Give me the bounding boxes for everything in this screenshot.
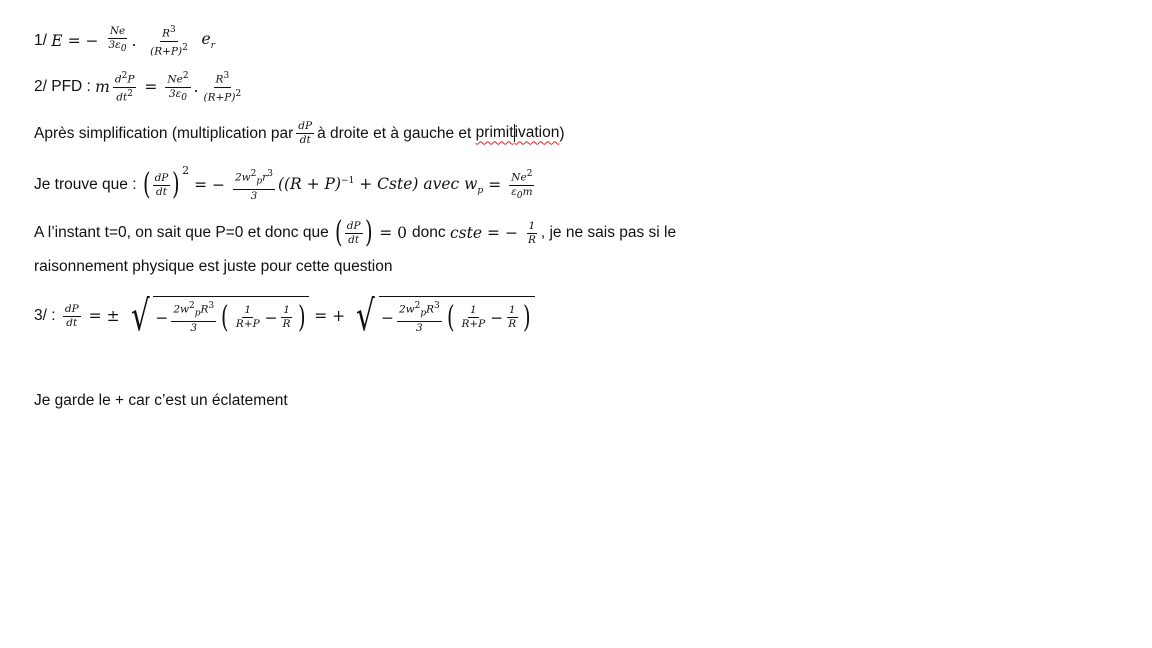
num-superscript: 2: [250, 169, 257, 179]
instant-text: A l’instant t=0, on sait que P=0 et donc que: [34, 224, 329, 241]
den-text: 3ε: [168, 87, 182, 100]
denominator: [148, 42, 190, 59]
denominator: [114, 88, 135, 105]
fraction-r3-over-rp2: [202, 70, 244, 104]
num-superscript: 2: [121, 71, 128, 82]
den-text: (R+P): [203, 91, 236, 104]
dot-operator: .: [193, 78, 199, 97]
num-subscript: p: [256, 176, 263, 187]
num-superscript: 3: [223, 71, 230, 82]
denominator: R+P: [235, 318, 260, 330]
numerator: [397, 300, 442, 322]
symbol-m: m: [95, 78, 110, 97]
closing-paren: ): [559, 124, 565, 142]
den-superscript: 2: [235, 88, 242, 99]
num-superscript: 2: [189, 301, 195, 312]
num-p: P: [127, 73, 135, 86]
text-line-eclatement[interactable]: [34, 392, 288, 410]
fraction-1-over-r: [526, 220, 538, 247]
equals-minus: = −: [487, 224, 518, 242]
num-text: Ne: [511, 171, 527, 184]
numerator: [113, 70, 137, 88]
fraction-ne2-over-3e0: [165, 70, 190, 105]
num-text: Ne: [167, 73, 183, 86]
num-superscript: 3: [170, 25, 176, 35]
expr-a: ((R + P): [277, 174, 342, 193]
right-paren: ): [364, 215, 373, 250]
avec-wp: avec w: [423, 174, 478, 193]
left-paren: (: [335, 215, 343, 250]
line1-label: 1/: [34, 32, 47, 49]
denominator: [106, 39, 128, 56]
numerator: [160, 24, 178, 42]
radicand: [379, 296, 535, 336]
denominator: R: [508, 318, 517, 330]
right-paren: ): [523, 299, 531, 335]
den-superscript: 2: [127, 88, 133, 99]
equals-plus-minus: = ±: [88, 307, 120, 325]
expr-superscript: −1: [341, 175, 355, 186]
num-text: R: [162, 27, 171, 40]
num-r: R: [200, 303, 209, 316]
denominator: dt: [66, 316, 78, 329]
fraction-1-over-r-plus-p: [459, 304, 487, 331]
denominator: R: [527, 233, 536, 246]
simplification-text-2: à droite et à gauche et: [317, 124, 472, 142]
num-superscript-2: 3: [267, 169, 273, 179]
fraction-ne2-over-e0m: [509, 168, 534, 203]
numerator: dP: [154, 171, 169, 184]
unit-vector-e: e: [201, 30, 211, 49]
denominator: [202, 88, 244, 105]
dot-operator: .: [131, 32, 137, 50]
line3-label: 3/ :: [34, 307, 56, 324]
avec-subscript: p: [477, 185, 484, 196]
expression: [278, 175, 483, 196]
numerator: dP: [64, 302, 79, 315]
left-paren: (: [446, 299, 455, 335]
expr-b: + Cste): [359, 174, 419, 193]
den-text: (R+P): [150, 45, 183, 57]
numerator: 1: [244, 304, 252, 316]
unit-vector-subscript: r: [210, 41, 215, 52]
denominator: dt: [299, 134, 311, 146]
left-paren: (: [142, 167, 151, 203]
je-ne-sais-text: , je ne sais pas si le: [540, 224, 677, 241]
num-2w: 2w: [235, 171, 251, 184]
fraction-2wp2r3-over-3: [233, 168, 275, 203]
numerator: [214, 70, 232, 88]
den-m: m: [522, 185, 533, 198]
num-r: R: [426, 303, 435, 316]
fraction-dp-over-dt: [296, 120, 314, 147]
fraction-1-over-r-plus-p: [234, 304, 262, 331]
equation-line-3[interactable]: [34, 291, 535, 340]
line2-label: 2/ PFD :: [34, 78, 91, 96]
fraction-2wp2r3-over-3: [171, 300, 216, 335]
left-paren: (: [221, 299, 229, 335]
fraction-dp-over-dt: [153, 172, 171, 199]
num-superscript-2: 3: [208, 301, 215, 312]
num-subscript: p: [420, 308, 427, 319]
num-text: R: [215, 73, 224, 86]
simplification-text: Après simplification (multiplication par: [34, 124, 294, 142]
radical-sign: √: [356, 291, 375, 340]
num-superscript: 2: [182, 71, 189, 81]
equation-line-2[interactable]: [34, 70, 246, 105]
unit-vector: [201, 30, 215, 51]
denominator: 3: [416, 321, 423, 334]
word-part-b: ivation: [514, 124, 560, 142]
den-superscript: 2: [182, 42, 188, 53]
square-exponent: 2: [182, 164, 190, 177]
fraction-1-over-r: [506, 304, 518, 331]
square-root-1: [127, 291, 310, 340]
radical-sign: √: [130, 291, 150, 340]
den-subscript: 0: [181, 92, 188, 103]
den-epsilon: ε: [511, 185, 517, 198]
numerator: [165, 70, 190, 88]
numerator: [509, 168, 534, 186]
square-root-2: [352, 291, 535, 340]
minus-sign: −: [155, 308, 169, 327]
equals-minus: = −: [67, 32, 99, 50]
radicand: [153, 296, 309, 336]
trouve-text: Je trouve que :: [34, 176, 137, 194]
num-superscript-2: 3: [434, 301, 440, 312]
denominator: [509, 186, 534, 203]
right-paren: ): [297, 299, 306, 335]
text-line-simplification[interactable]: [34, 120, 565, 147]
minus-sign: −: [264, 308, 278, 327]
denominator: dt: [156, 185, 167, 198]
num-2w: 2w: [398, 303, 415, 316]
den-subscript: 0: [120, 44, 127, 55]
text-line-instant[interactable]: [34, 215, 677, 250]
numerator: Ne: [109, 25, 126, 38]
right-paren: ): [172, 167, 181, 203]
num-r: r: [262, 171, 268, 184]
denominator: dt: [348, 233, 360, 246]
symbol-E: E: [51, 32, 63, 50]
numerator: [171, 300, 216, 322]
minus-sign: −: [490, 308, 504, 327]
den-text: 3ε: [108, 39, 121, 52]
minus-sign: −: [380, 308, 394, 327]
equals-minus: = −: [194, 176, 225, 195]
numerator: 1: [528, 219, 536, 232]
numerator: [233, 168, 275, 190]
num-subscript: p: [194, 308, 201, 319]
eclatement-text: Je garde le + car c’est un éclatement: [34, 392, 288, 409]
numerator: dP: [298, 120, 313, 132]
misspelled-word[interactable]: [476, 124, 560, 142]
num-superscript: 2: [414, 301, 421, 312]
fraction-2wp2r3-over-3: [397, 300, 442, 335]
fraction-r3-over-rp2: [148, 24, 190, 58]
den-subscript: 0: [516, 190, 523, 201]
denominator: [167, 88, 189, 105]
numerator: 1: [283, 304, 290, 316]
text-line-raisonnement[interactable]: [34, 258, 392, 276]
fraction-d2p-over-dt2: [113, 70, 137, 104]
equals-zero: = 0: [379, 224, 408, 242]
word-part-a: primit: [475, 124, 514, 142]
numerator: 1: [470, 304, 477, 316]
den-text: dt: [116, 91, 128, 104]
fraction-ne-over-3e0: [106, 25, 128, 56]
fraction-1-over-r: [281, 304, 293, 331]
denominator: 3: [250, 189, 258, 202]
symbol-cste: cste: [449, 224, 483, 242]
fraction-dp-over-dt: [345, 220, 363, 247]
fraction-dp-over-dt: [63, 303, 81, 330]
numerator: dP: [346, 219, 361, 232]
equals-sign: =: [144, 78, 158, 97]
raisonnement-text: raisonnement physique est juste pour cette question: [34, 258, 393, 275]
numerator: 1: [508, 304, 516, 316]
equation-line-4[interactable]: [34, 164, 538, 203]
num-2w: 2w: [173, 303, 189, 316]
donc-text: donc: [412, 224, 446, 241]
equals-sign: =: [488, 176, 502, 195]
denominator: R: [282, 318, 291, 330]
denominator: R+P: [461, 318, 486, 330]
denominator: 3: [190, 321, 198, 334]
equals-plus: = +: [314, 307, 346, 325]
num-superscript: 2: [526, 169, 533, 179]
num-d: d: [114, 73, 122, 86]
equation-line-1[interactable]: [34, 24, 215, 58]
